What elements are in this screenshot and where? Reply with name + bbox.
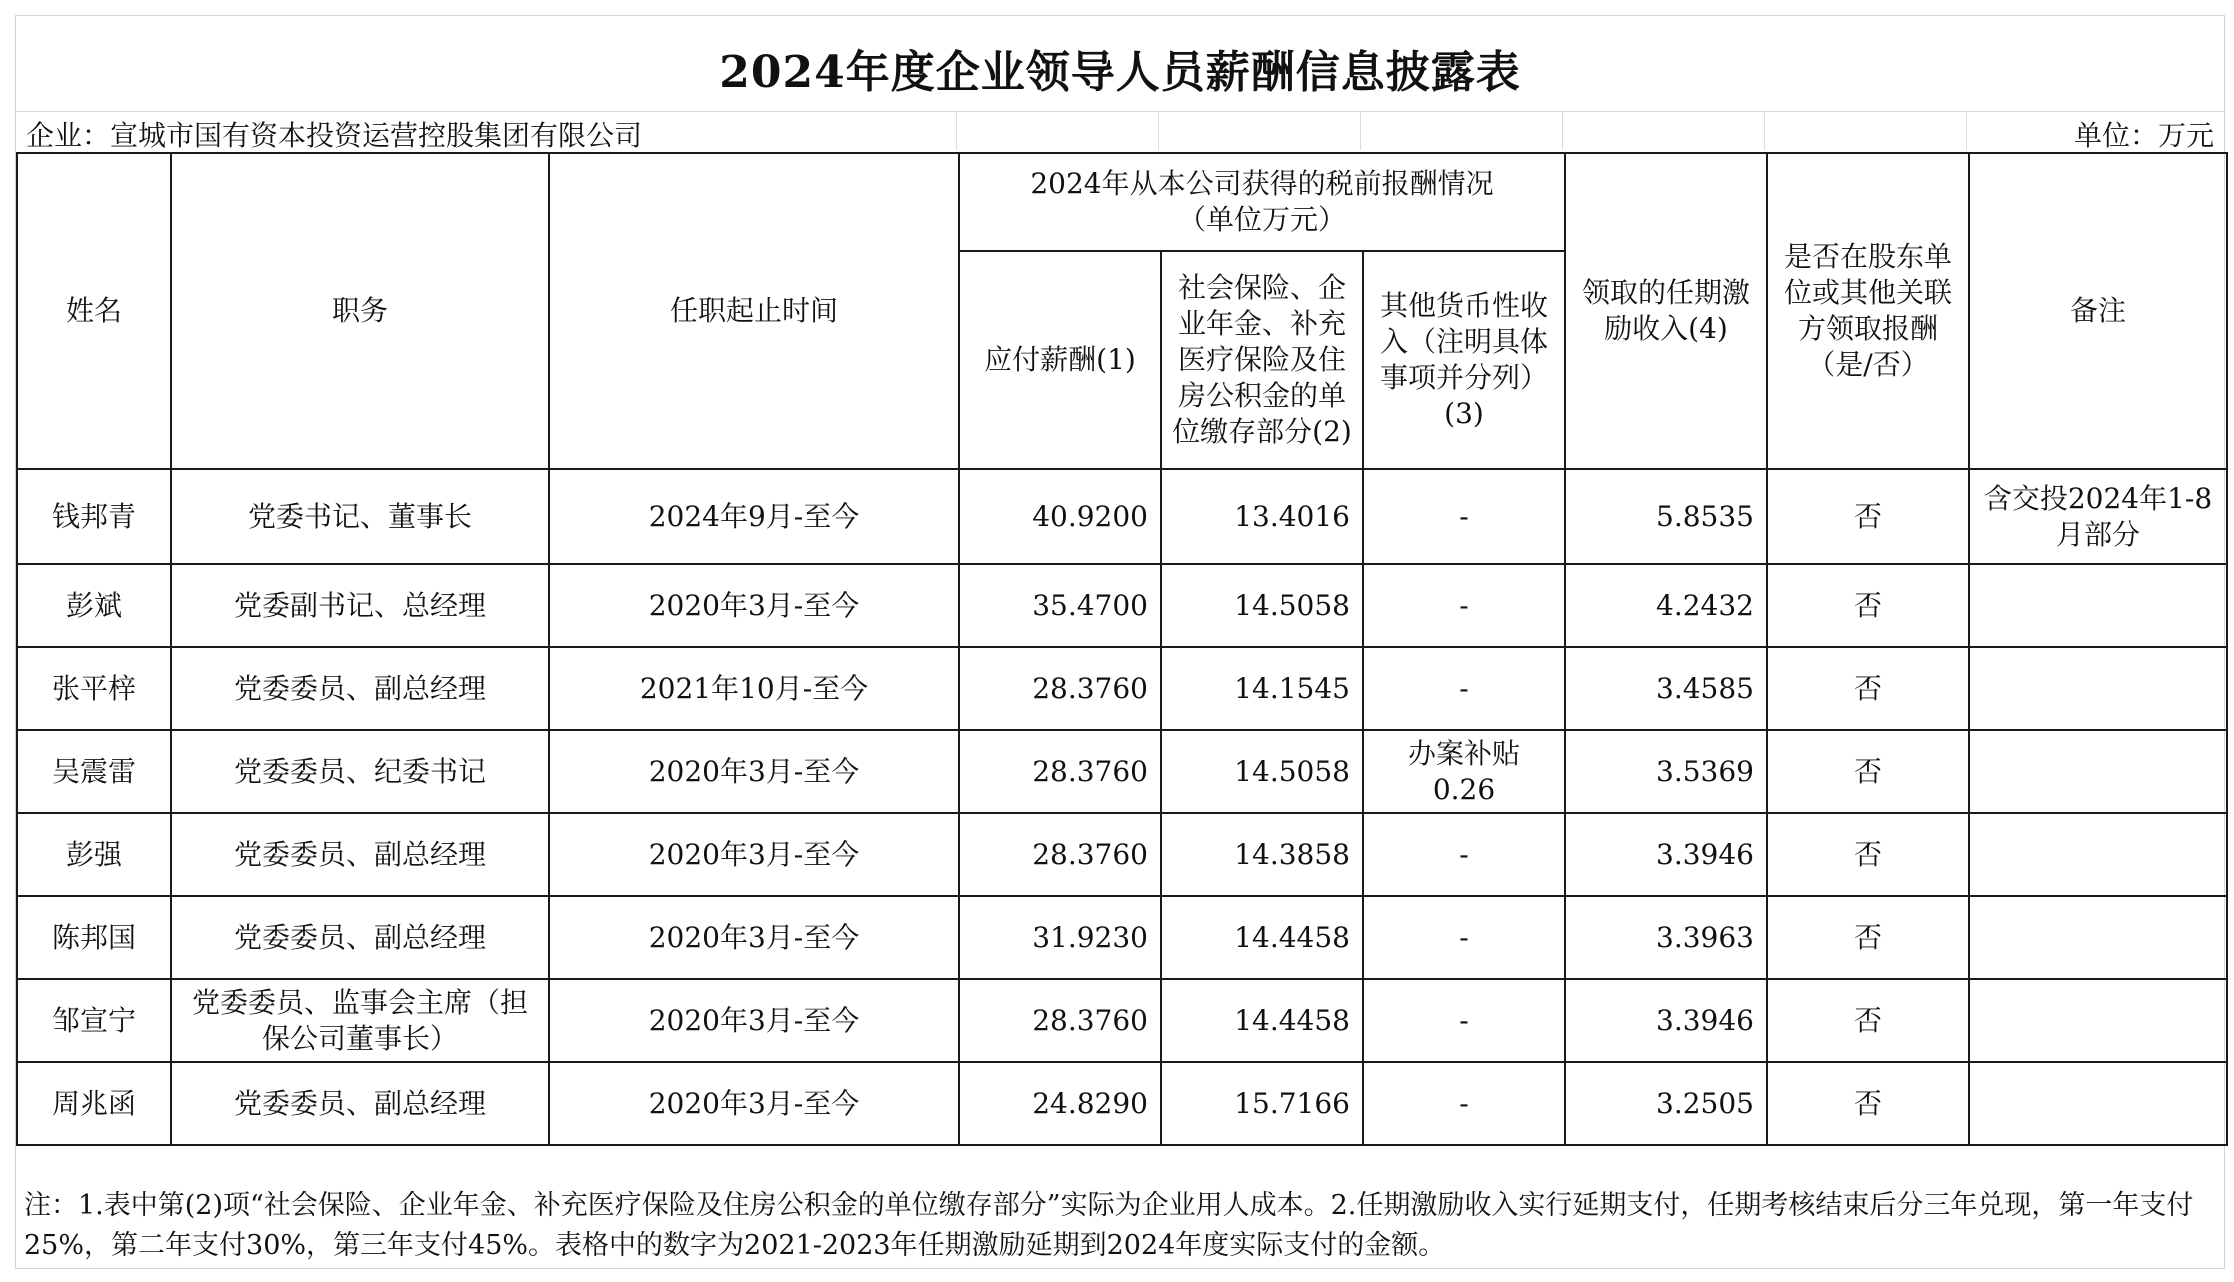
cell-tenure: 2020年3月-至今	[549, 813, 959, 896]
table-row	[17, 564, 2227, 647]
cell-name: 周兆函	[17, 1062, 171, 1145]
cell-remark	[1969, 896, 2227, 979]
header-name: 姓名	[17, 153, 171, 469]
gridline	[1158, 112, 1159, 150]
unit-label: 单位：万元	[2073, 119, 2214, 152]
cell-related: 否	[1767, 813, 1969, 896]
cell-other: -	[1363, 564, 1565, 647]
cell-name: 彭强	[17, 813, 171, 896]
cell-other: -	[1363, 469, 1565, 564]
cell-tenure: 2020年3月-至今	[549, 979, 959, 1062]
cell-name: 邹宣宁	[17, 979, 171, 1062]
cell-remark	[1969, 813, 2227, 896]
cell-incentive: 3.2505	[1565, 1062, 1767, 1145]
cell-salary: 40.9200	[959, 469, 1161, 564]
disclosure-sheet	[15, 15, 2225, 1269]
table-row	[17, 979, 2227, 1062]
cell-other: 办案补贴0.26	[1363, 730, 1565, 813]
cell-position: 党委委员、监事会主席（担保公司董事长）	[171, 979, 549, 1062]
cell-insurance: 15.7166	[1161, 1062, 1363, 1145]
cell-incentive: 4.2432	[1565, 564, 1767, 647]
cell-insurance: 14.3858	[1161, 813, 1363, 896]
cell-insurance: 14.4458	[1161, 896, 1363, 979]
cell-remark	[1969, 647, 2227, 730]
cell-insurance: 14.4458	[1161, 979, 1363, 1062]
cell-incentive: 3.3946	[1565, 979, 1767, 1062]
cell-tenure: 2021年10月-至今	[549, 647, 959, 730]
cell-related: 否	[1767, 896, 1969, 979]
company-label: 企业：宣城市国有资本投资运营控股集团有限公司	[26, 119, 643, 152]
cell-salary: 31.9230	[959, 896, 1161, 979]
cell-insurance: 13.4016	[1161, 469, 1363, 564]
cell-name: 陈邦国	[17, 896, 171, 979]
meta-row	[16, 111, 2224, 150]
cell-position: 党委委员、纪委书记	[171, 730, 549, 813]
cell-tenure: 2020年3月-至今	[549, 896, 959, 979]
header-related-party: 是否在股东单位或其他关联方领取报酬（是/否）	[1767, 153, 1969, 469]
cell-position: 党委副书记、总经理	[171, 564, 549, 647]
gridline	[1360, 112, 1361, 150]
cell-name: 张平梓	[17, 647, 171, 730]
cell-salary: 28.3760	[959, 979, 1161, 1062]
cell-position: 党委委员、副总经理	[171, 813, 549, 896]
cell-related: 否	[1767, 647, 1969, 730]
cell-salary: 28.3760	[959, 647, 1161, 730]
gridline	[1764, 112, 1765, 150]
table-row	[17, 647, 2227, 730]
cell-name: 吴震雷	[17, 730, 171, 813]
cell-salary: 28.3760	[959, 813, 1161, 896]
header-social-insurance: 社会保险、企业年金、补充医疗保险及住房公积金的单位缴存部分(2)	[1161, 251, 1363, 469]
cell-remark	[1969, 979, 2227, 1062]
cell-incentive: 3.3963	[1565, 896, 1767, 979]
cell-position: 党委书记、董事长	[171, 469, 549, 564]
header-remarks: 备注	[1969, 153, 2227, 469]
cell-tenure: 2024年9月-至今	[549, 469, 959, 564]
header-pre-tax-group: 2024年从本公司获得的税前报酬情况（单位万元）	[959, 153, 1565, 251]
table-row	[17, 1062, 2227, 1145]
page-title: 2024年度企业领导人员薪酬信息披露表	[719, 47, 1521, 98]
cell-position: 党委委员、副总经理	[171, 896, 549, 979]
table-row	[17, 469, 2227, 564]
cell-position: 党委委员、副总经理	[171, 647, 549, 730]
header-term-incentive: 领取的任期激励收入(4)	[1565, 153, 1767, 469]
cell-other: -	[1363, 896, 1565, 979]
cell-incentive: 3.5369	[1565, 730, 1767, 813]
cell-salary: 28.3760	[959, 730, 1161, 813]
gridline	[1562, 112, 1563, 150]
cell-remark	[1969, 730, 2227, 813]
salary-table	[16, 152, 2228, 1146]
header-payable-salary: 应付薪酬(1)	[959, 251, 1161, 469]
cell-other: -	[1363, 979, 1565, 1062]
cell-salary: 24.8290	[959, 1062, 1161, 1145]
cell-related: 否	[1767, 469, 1969, 564]
header-tenure: 任职起止时间	[549, 153, 959, 469]
cell-related: 否	[1767, 1062, 1969, 1145]
table-row	[17, 813, 2227, 896]
cell-related: 否	[1767, 730, 1969, 813]
header-row-top	[17, 153, 2227, 251]
gridline	[1966, 112, 1967, 150]
cell-other: -	[1363, 1062, 1565, 1145]
cell-salary: 35.4700	[959, 564, 1161, 647]
header-position: 职务	[171, 153, 549, 469]
cell-incentive: 3.3946	[1565, 813, 1767, 896]
cell-related: 否	[1767, 979, 1969, 1062]
cell-incentive: 5.8535	[1565, 469, 1767, 564]
cell-name: 彭斌	[17, 564, 171, 647]
cell-position: 党委委员、副总经理	[171, 1062, 549, 1145]
cell-insurance: 14.1545	[1161, 647, 1363, 730]
table-row	[17, 896, 2227, 979]
cell-tenure: 2020年3月-至今	[549, 564, 959, 647]
cell-insurance: 14.5058	[1161, 730, 1363, 813]
table-row	[17, 730, 2227, 813]
header-other-income: 其他货币性收入（注明具体事项并分列）(3)	[1363, 251, 1565, 469]
cell-insurance: 14.5058	[1161, 564, 1363, 647]
footnote: 注：1.表中第(2)项“社会保险、企业年金、补充医疗保险及住房公积金的单位缴存部分”实际为企业用人成本。2.任期激励收入实行延期支付，任期考核结束后分三年兑现，第一年支付25%，第二年支付30%，第三年支付45%。表格中的数字为2021-2023年任期激励延期到2024年度实际支付的金额。	[24, 1190, 2194, 1261]
cell-other: -	[1363, 647, 1565, 730]
cell-remark: 含交投2024年1-8月部分	[1969, 469, 2227, 564]
gridline	[956, 112, 957, 150]
cell-other: -	[1363, 813, 1565, 896]
cell-tenure: 2020年3月-至今	[549, 1062, 959, 1145]
cell-remark	[1969, 564, 2227, 647]
cell-related: 否	[1767, 564, 1969, 647]
cell-name: 钱邦青	[17, 469, 171, 564]
cell-remark	[1969, 1062, 2227, 1145]
cell-incentive: 3.4585	[1565, 647, 1767, 730]
cell-tenure: 2020年3月-至今	[549, 730, 959, 813]
